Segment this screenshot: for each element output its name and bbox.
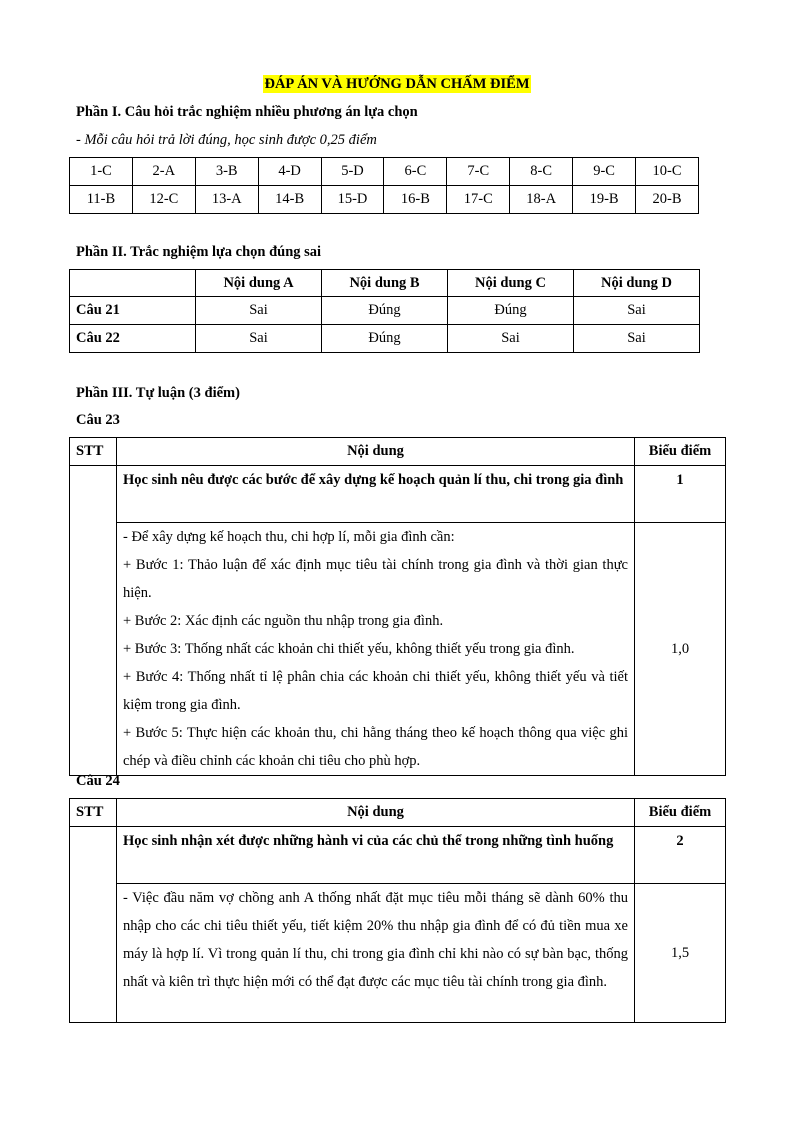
q23-line: - Để xây dựng kế hoạch thu, chi hợp lí, mỗi gia đình cần: (123, 529, 455, 545)
part2-table (69, 269, 700, 353)
part1-answer-table (69, 157, 699, 214)
q23-line: + Bước 2: Xác định các nguồn thu nhập trong gia đình. (123, 613, 444, 629)
q24-detail-score: 1,5 (635, 884, 726, 1023)
part2-row (70, 325, 700, 353)
q24-main-content: Học sinh nhận xét được những hành vi của các chủ thể trong những tình huống (117, 827, 635, 884)
q24-label: Câu 24 (76, 773, 120, 789)
q23-col-score: Biểu điểm (635, 438, 726, 466)
answer-cell: 9-C (573, 158, 636, 186)
answer-cell: 8-C (510, 158, 573, 186)
q23-col-content: Nội dung (117, 438, 635, 466)
true-false-cell: Đúng (322, 325, 448, 353)
part2-heading: Phần II. Trắc nghiệm lựa chọn đúng sai (76, 244, 322, 260)
q24-col-content: Nội dung (117, 799, 635, 827)
q24-detail-content: - Việc đầu năm vợ chồng anh A thống nhất đặt mục tiêu mỗi tháng sẽ dành 60% thu nhập cho các chi tiêu thiết yếu, tiết kiệm 20% thu nhập gia đình để có đủ tiền mua xe máy là hợp lí. Vì trong quản lí thu, chi trong gia đình chỉ khi nào có sự bàn bạc, thống nhất và kiên trì thực hiện mới có thể đạt được các mục tiêu tài chính trong gia đình. (117, 884, 635, 1023)
true-false-cell: Sai (196, 325, 322, 353)
answer-cell: 19-B (573, 186, 636, 214)
q23-detail-score: 1,0 (635, 523, 726, 776)
answer-cell: 11-B (70, 186, 133, 214)
question-label: Câu 21 (70, 297, 196, 325)
q23-label: Câu 23 (76, 412, 120, 428)
answer-cell: 16-B (384, 186, 447, 214)
true-false-cell: Sai (574, 297, 700, 325)
answer-cell: 6-C (384, 158, 447, 186)
part1-note: - Mỗi câu hỏi trả lời đúng, học sinh được 0,25 điểm (76, 132, 377, 148)
answer-cell: 12-C (132, 186, 195, 214)
answer-cell: 5-D (321, 158, 384, 186)
q24-main-score: 2 (635, 827, 726, 884)
q23-line: + Bước 1: Thảo luận để xác định mục tiêu tài chính trong gia đình và thời gian thực hiện. (123, 557, 628, 601)
q23-main-content: Học sinh nêu được các bước để xây dựng kế hoạch quản lí thu, chi trong gia đình (117, 466, 635, 523)
true-false-cell: Đúng (448, 297, 574, 325)
true-false-cell: Sai (196, 297, 322, 325)
q24-table (69, 798, 726, 1023)
q23-col-stt: STT (70, 438, 117, 466)
q23-line: + Bước 5: Thực hiện các khoản thu, chi hằng tháng theo kế hoạch thông qua việc ghi chép và điều chỉnh các khoản chi tiêu cho phù hợp. (123, 725, 628, 769)
answer-row (70, 186, 699, 214)
part2-header-cell (70, 270, 196, 297)
answer-cell: 14-B (258, 186, 321, 214)
part2-header-cell: Nội dung C (448, 270, 574, 297)
answer-cell: 1-C (70, 158, 133, 186)
answer-cell: 4-D (258, 158, 321, 186)
q24-stt-cell (70, 827, 117, 1023)
answer-row (70, 158, 699, 186)
answer-cell: 10-C (636, 158, 699, 186)
answer-cell: 2-A (132, 158, 195, 186)
part1-heading: Phần I. Câu hỏi trắc nghiệm nhiều phương án lựa chọn (76, 104, 418, 120)
answer-cell: 3-B (195, 158, 258, 186)
q23-detail-content (117, 523, 635, 776)
true-false-cell: Đúng (322, 297, 448, 325)
q23-line: + Bước 3: Thống nhất các khoản chi thiết yếu, không thiết yếu trong gia đình. (123, 641, 575, 657)
answer-cell: 15-D (321, 186, 384, 214)
q23-stt-cell (70, 466, 117, 776)
part2-header-cell: Nội dung D (574, 270, 700, 297)
part2-header-cell: Nội dung A (196, 270, 322, 297)
part3-heading: Phần III. Tự luận (3 điểm) (76, 385, 240, 401)
answer-cell: 18-A (510, 186, 573, 214)
true-false-cell: Sai (448, 325, 574, 353)
answer-cell: 13-A (195, 186, 258, 214)
q23-line: + Bước 4: Thống nhất tỉ lệ phân chia các khoản chi thiết yếu, không thiết yếu và tiết kiệm trong gia đình. (123, 669, 628, 713)
document-title: ĐÁP ÁN VÀ HƯỚNG DẪN CHẤM ĐIỂM (264, 76, 530, 92)
q23-table (69, 437, 726, 776)
q23-main-score: 1 (635, 466, 726, 523)
answer-cell: 7-C (447, 158, 510, 186)
true-false-cell: Sai (574, 325, 700, 353)
q24-col-stt: STT (70, 799, 117, 827)
answer-cell: 17-C (447, 186, 510, 214)
part2-header-cell: Nội dung B (322, 270, 448, 297)
q24-col-score: Biểu điểm (635, 799, 726, 827)
question-label: Câu 22 (70, 325, 196, 353)
part2-row (70, 297, 700, 325)
answer-cell: 20-B (636, 186, 699, 214)
